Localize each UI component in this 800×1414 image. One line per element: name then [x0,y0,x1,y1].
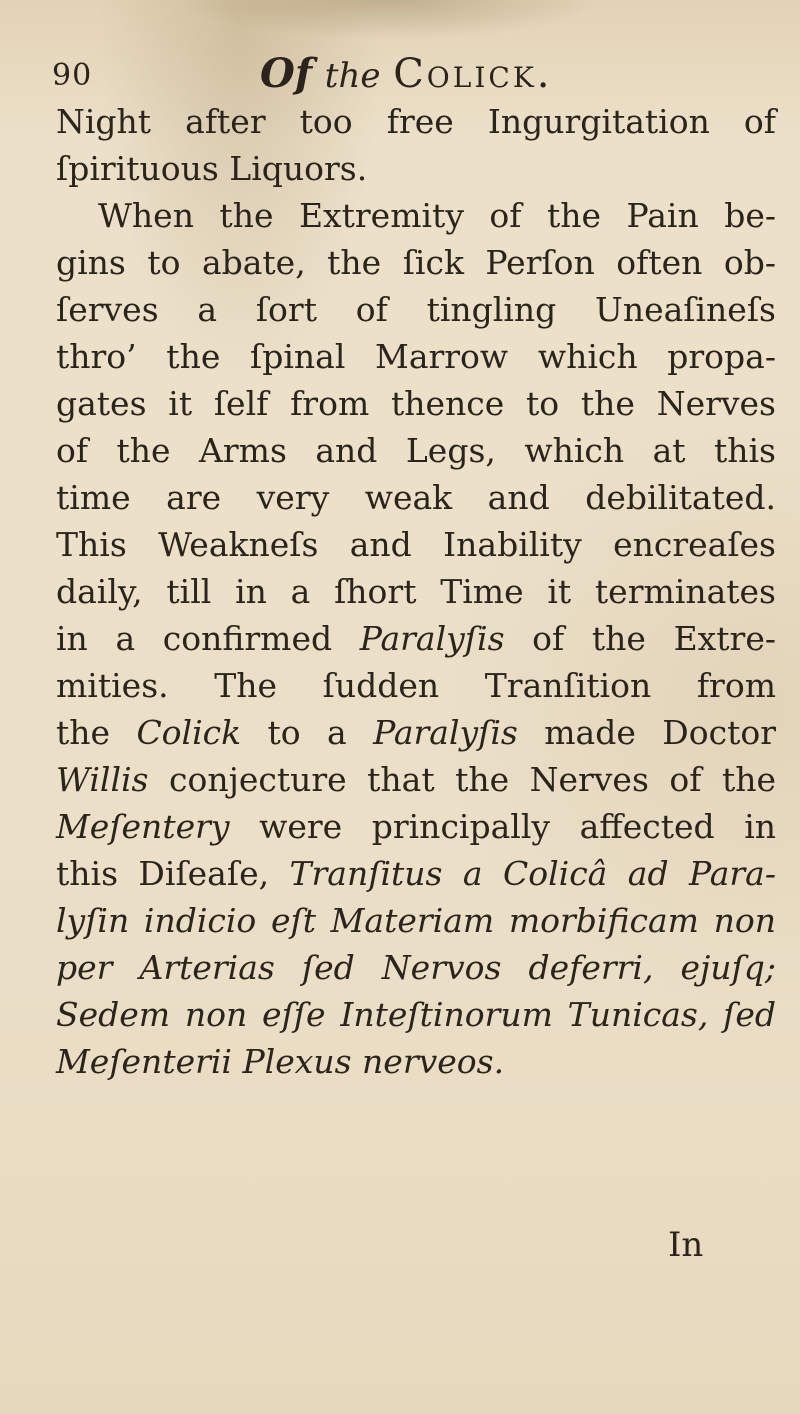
paper-stain [180,0,600,40]
catchword: In [668,1225,704,1265]
running-head [52,50,752,100]
latin-quote-line: Sedem non eſſe Inteſtinorum Tunicas, ſed [56,995,776,1034]
text-line: Willis conjecture that the Nerves of the [56,760,776,799]
text-line: ſpirituous Liquors. [56,149,368,188]
text-line: time are very weak and debilitated. [56,478,776,517]
text-line: Night after too free Ingurgitation of [56,102,776,141]
text-line: in a confirmed Paralyſis of the Extre- [56,619,776,658]
text-line: gates it ſelf from thence to the Nerves [56,384,776,423]
running-title-of: Of [260,50,313,97]
latin-quote-line: per Arterias ſed Nervos deferri, ejuſq; [56,948,776,987]
text-line: the Colick to a Paralyſis made Doctor [56,713,776,752]
running-title-the: the [324,56,381,96]
text-line: Meſentery were principally affected in [56,807,776,846]
page-number: 90 [52,58,93,93]
latin-quote-line: Meſenterii Plexus nerveos. [56,1042,505,1081]
text-line: of the Arms and Legs, which at this [56,431,776,470]
text-line: mities. The ſudden Tranſition from [56,666,776,705]
text-line: thro’ the ſpinal Marrow which propa- [56,337,776,376]
body-text [56,98,776,1085]
running-title [260,50,552,97]
text-line: this Diſeaſe, Tranſitus a Colicâ ad Para- [56,854,776,893]
text-line: gins to abate, the ſick Perſon often ob- [56,243,776,282]
text-line: This Weakneſs and Inability encreaſes [56,525,776,564]
text-line: daily, till in a ſhort Time it terminates [56,572,776,611]
text-line: ſerves a ſort of tingling Uneaſineſs [56,290,776,329]
latin-quote-line: lyſin indicio eſt Materiam morbificam non [56,901,776,940]
paragraph-start-line: When the Extremity of the Pain be- [98,196,776,235]
running-title-main: Colick. [393,51,553,97]
